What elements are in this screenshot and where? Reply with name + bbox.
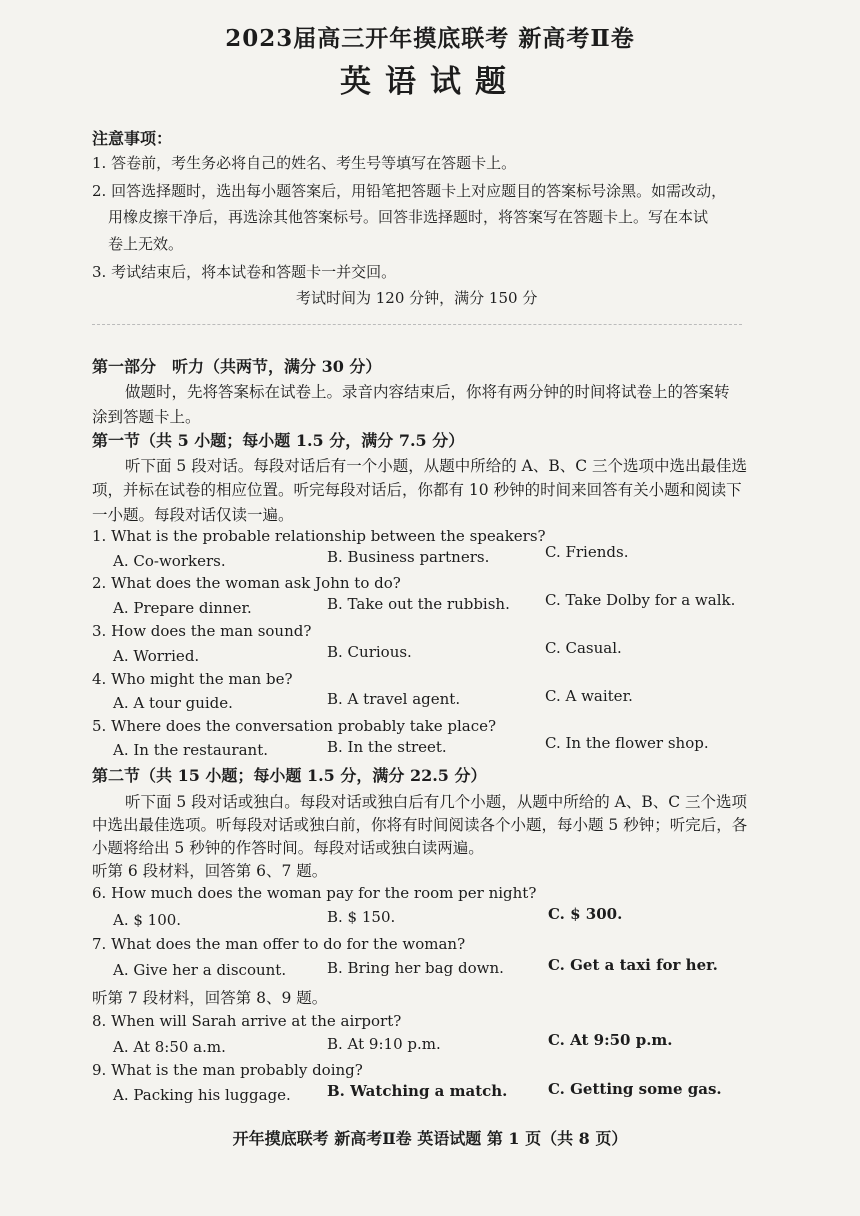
instruction-line: 听下面 5 段对话或独白。每段对话或独白后有几个小题，从题中所给的 A、B、C 三个选项	[125, 793, 748, 811]
question-text: 3. How does the man sound?	[92, 622, 312, 640]
exam-title: 2023届高三开年摸底联考 新高考Ⅱ卷	[225, 25, 635, 52]
section-heading: 第二节（共 15 小题；每小题 1.5 分，满分 22.5 分）	[92, 766, 487, 785]
option-c: C. Friends.	[545, 543, 629, 561]
instruction-line: 中选出最佳选项。听每段对话或独白前，你将有时间阅读各个小题，每小题 5 秒钟；听完后，各	[92, 816, 748, 834]
option-c: C. $ 300.	[548, 905, 623, 923]
option-c: C. Casual.	[545, 639, 622, 657]
option-a: A. Co-workers.	[113, 552, 226, 570]
option-c: C. In the flower shop.	[545, 734, 709, 752]
question-text: 5. Where does the conversation probably take place?	[92, 717, 497, 735]
note-line: 3. 考试结束后，将本试卷和答题卡一并交回。	[92, 263, 397, 281]
subject-title: 英语试题	[340, 64, 520, 100]
material-line: 听第 7 段材料，回答第 8、9 题。	[92, 989, 328, 1007]
option-c: C. At 9:50 p.m.	[548, 1031, 673, 1049]
instruction-line: 做题时，先将答案标在试卷上。录音内容结束后，你将有两分钟的时间将试卷上的答案转	[125, 383, 730, 401]
option-a: A. A tour guide.	[113, 694, 233, 712]
section-heading: 第一节（共 5 小题；每小题 1.5 分，满分 7.5 分）	[92, 431, 465, 450]
question-text: 9. What is the man probably doing?	[92, 1061, 363, 1079]
option-b: B. Take out the rubbish.	[327, 595, 510, 613]
instruction-line: 小题将给出 5 秒钟的作答时间。每段对话或独白读两遍。	[92, 839, 484, 857]
option-b: B. A travel agent.	[327, 690, 461, 708]
notes-heading: 注意事项：	[92, 129, 173, 148]
note-line: 用橡皮擦干净后，再选涂其他答案标号。回答非选择题时，将答案写在答题卡上。写在本试	[108, 208, 709, 226]
option-b: B. Curious.	[327, 643, 412, 661]
material-line: 听第 6 段材料，回答第 6、7 题。	[92, 862, 328, 880]
option-c: C. A waiter.	[545, 687, 633, 705]
note-line: 2. 回答选择题时，选出每小题答案后，用铅笔把答题卡上对应题目的答案标号涂黑。如需改动，	[92, 182, 727, 200]
instruction-line: 涂到答题卡上。	[92, 408, 201, 426]
divider	[92, 324, 742, 325]
note-line: 卷上无效。	[108, 235, 184, 253]
question-text: 4. Who might the man be?	[92, 670, 293, 688]
option-a: A. Packing his luggage.	[113, 1086, 291, 1104]
question-text: 8. When will Sarah arrive at the airport?	[92, 1012, 402, 1030]
question-text: 7. What does the man offer to do for the woman?	[92, 935, 466, 953]
option-a: A. $ 100.	[113, 911, 182, 929]
instruction-line: 项，并标在试卷的相应位置。听完每段对话后，你都有 10 秒钟的时间来回答有关小题和阅读下	[92, 481, 742, 499]
option-b: B. Business partners.	[327, 548, 490, 566]
page-footer: 开年摸底联考 新高考Ⅱ卷 英语试题 第 1 页（共 8 页）	[232, 1129, 628, 1148]
option-a: A. Prepare dinner.	[113, 599, 252, 617]
option-c: C. Getting some gas.	[548, 1080, 722, 1098]
question-text: 1. What is the probable relationship between the speakers?	[92, 527, 546, 545]
question-text: 2. What does the woman ask John to do?	[92, 574, 401, 592]
option-c: C. Take Dolby for a walk.	[545, 591, 736, 609]
instruction-line: 听下面 5 段对话。每段对话后有一个小题，从题中所给的 A、B、C 三个选项中选出最佳选	[125, 457, 748, 475]
option-b: B. Bring her bag down.	[327, 959, 504, 977]
option-b: B. In the street.	[327, 738, 447, 756]
option-b: B. At 9:10 p.m.	[327, 1035, 441, 1053]
option-b: B. Watching a match.	[327, 1082, 508, 1100]
option-a: A. Worried.	[113, 647, 200, 665]
exam-time: 考试时间为 120 分钟，满分 150 分	[296, 289, 538, 307]
option-b: B. $ 150.	[327, 908, 396, 926]
option-a: A. Give her a discount.	[113, 961, 287, 979]
instruction-line: 一小题。每段对话仅读一遍。	[92, 506, 294, 524]
part-heading: 第一部分 听力（共两节，满分 30 分）	[92, 357, 382, 376]
option-c: C. Get a taxi for her.	[548, 956, 718, 974]
question-text: 6. How much does the woman pay for the room per night?	[92, 884, 537, 902]
option-a: A. At 8:50 a.m.	[113, 1038, 226, 1056]
note-line: 1. 答卷前，考生务必将自己的姓名、考生号等填写在答题卡上。	[92, 154, 517, 172]
option-a: A. In the restaurant.	[113, 741, 269, 759]
